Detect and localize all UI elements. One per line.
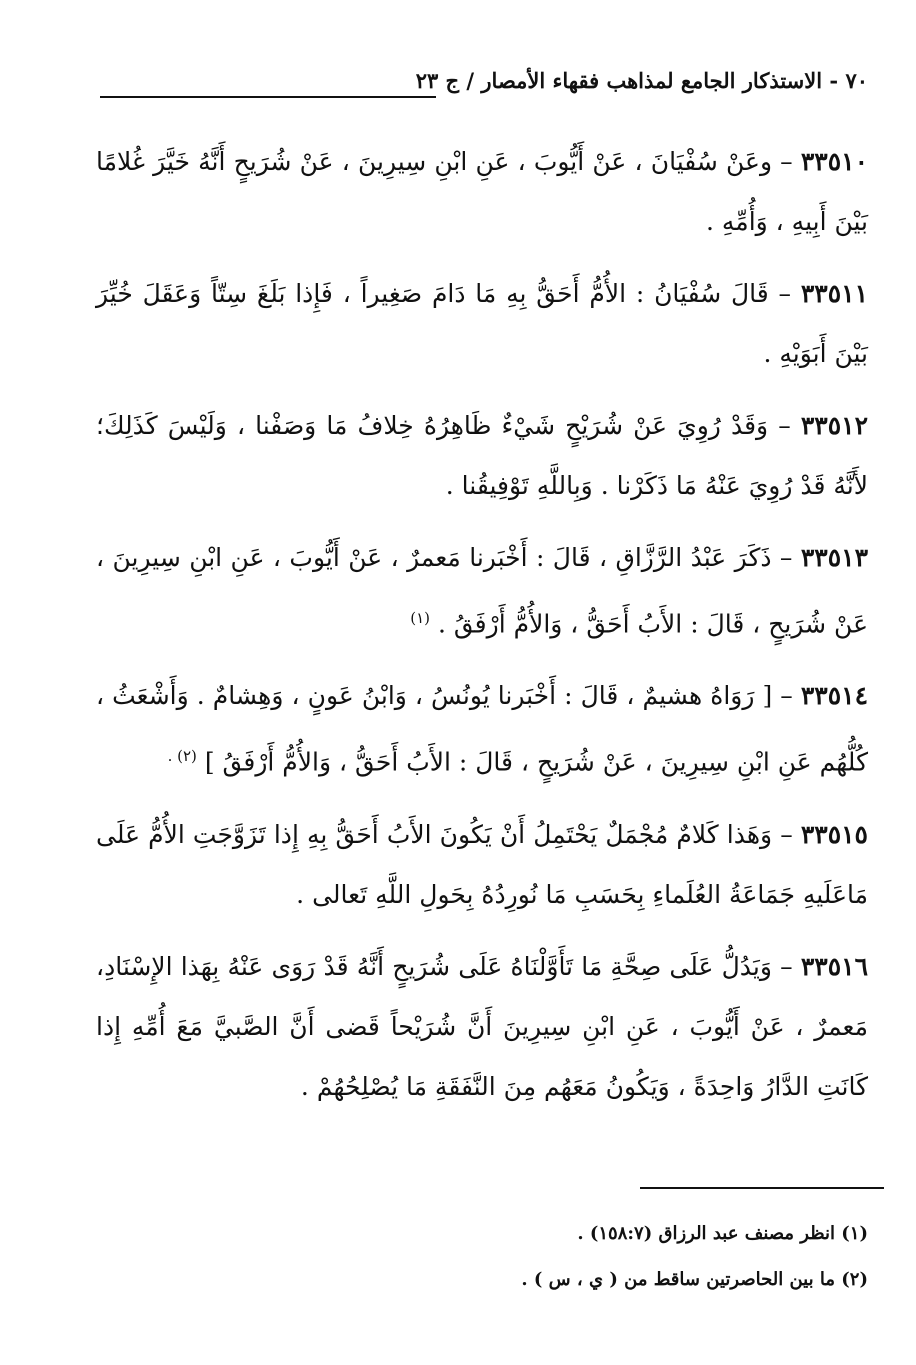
paragraph-number: ٣٣٥١١	[800, 279, 868, 308]
paragraph-number: ٣٣٥١٠	[800, 147, 868, 176]
paragraph-33511: ٣٣٥١١ – قَالَ سُفْيَانُ : الأُمُّ أَحَقُّ بِهِ مَا دَامَ صَغِيراً ، فَإِذا بَلَغَ سِتّاً وَعَقَلَ خُيِّرَ بَيْنَ أَبَوَيْهِ .	[96, 279, 868, 368]
footnote-2: (٢) ما بين الحاصرتين ساقط من ( ي ، س ) .	[521, 1269, 868, 1290]
paragraph-number: ٣٣٥١٤	[800, 681, 868, 711]
paragraph-text: ذَكَرَ عَبْدُ الرَّزَّاقِ ، قَالَ : أَخْبَرنا مَعمرٌ ، عَنْ أَيُّوبَ ، عَنِ ابْنِ سِيرِينَ ، عَنْ شُرَيحٍ ، قَالَ : الأَبُ أَحَقُّ ، وَالأُمُّ أَرْفَقُ .	[96, 543, 868, 639]
paragraph-text: وعَنْ سُفْيَانَ ، عَنْ أَيُّوبَ ، عَنِ ابْنِ سِيرِينَ ، عَنْ شُرَيحٍ أَنَّهُ خَيَّرَ غُلامًا بَيْنَ أَبِيهِ ، وَأُمِّهِ .	[96, 147, 868, 236]
paragraph-33510: ٣٣٥١٠ – وعَنْ سُفْيَانَ ، عَنْ أَيُّوبَ ، عَنِ ابْنِ سِيرِينَ ، عَنْ شُرَيحٍ أَنَّهُ خَيَّرَ غُلامًا بَيْنَ أَبِيهِ ، وَأُمِّهِ .	[96, 147, 868, 236]
paragraph-number: ٣٣٥١٢	[800, 411, 868, 440]
paragraph-33513: ٣٣٥١٣ – ذَكَرَ عَبْدُ الرَّزَّاقِ ، قَالَ : أَخْبَرنا مَعمرٌ ، عَنْ أَيُّوبَ ، عَنِ ابْنِ سِيرِينَ ، عَنْ شُرَيحٍ ، قَالَ : الأَبُ أَحَقُّ ، وَالأُمُّ أَرْفَقُ . $^{(١)}$	[96, 543, 868, 639]
paragraph-text: قَالَ سُفْيَانُ : الأُمُّ أَحَقُّ بِهِ مَا دَامَ صَغِيراً ، فَإِذا بَلَغَ سِتّاً وَعَقَلَ خُيِّرَ بَيْنَ أَبَوَيْهِ .	[96, 279, 868, 368]
main-text	[96, 132, 868, 1129]
footnote-marker[interactable]: (٢) .	[167, 747, 197, 766]
paragraph-number: ٣٣٥١٦	[800, 951, 868, 981]
paragraph-number: ٣٣٥١٣	[800, 543, 868, 572]
paragraph-33514: ٣٣٥١٤ – [ رَوَاهُ هشيمٌ ، قَالَ : أَخْبَرنا يُونُسُ ، وَابْنُ عَونٍ ، وَهِشامٌ . وَأَشْعَثُ ، كُلُّهُم عَنِ ابْنِ سِيرِينَ ، عَنْ شُرَيحٍ ، قَالَ : الأَبُ أَحَقُّ ، وَالأُمُّ أَرْفَقُ ] $^{(٢) .}$	[96, 681, 868, 777]
paragraph-text: وَهَذا كَلامٌ مُجْمَلٌ يَحْتَمِلُ أَنْ يَكُونَ الأَبُ أَحَقُّ بِهِ إِذا تَزَوَّجَتِ الأُمُّ عَلَى مَاعَلَيهِ جَمَاعَةُ العُلَماءِ بِحَسَبِ مَا نُورِدُهُ بِحَولِ اللَّهِ تَعالى .	[96, 819, 868, 909]
footnote-divider	[640, 1187, 884, 1189]
paragraph-number: ٣٣٥١٥	[800, 819, 868, 849]
paragraph-33512: ٣٣٥١٢ – وَقَدْ رُوِيَ عَنْ شُرَيْحٍ شَيْءٌ ظَاهِرُهُ خِلافُ مَا وَصَفْنا ، وَلَيْسَ كَذَلِكَ؛ لأَنَّهُ قَدْ رُوِيَ عَنْهُ مَا ذَكَرْنا . وَبِاللَّهِ تَوْفِيقُنا .	[96, 411, 868, 500]
paragraph-33516: ٣٣٥١٦ – وَيَدُلُّ عَلَى صِحَّةِ مَا تَأَوَّلْنَاهُ عَلَى شُرَيحٍ أَنَّهُ قَدْ رَوَى عَنْهُ بِهَذا الإِسْنَادِ، مَعمرٌ ، عَنْ أَيُّوبَ ، عَنِ ابْنِ سِيرِينَ أَنَّ شُرَيْحاً قَضى أَنَّ الصَّبيَّ مَعَ أُمِّهِ إِذا كَانَتِ الدَّارُ وَاحِدَةً ، وَيَكُونُ مَعَهُم مِنَ النَّفَقَةِ مَا يُصْلِحُهُمْ .	[96, 951, 868, 1101]
paragraph-text: وَيَدُلُّ عَلَى صِحَّةِ مَا تَأَوَّلْنَاهُ عَلَى شُرَيحٍ أَنَّهُ قَدْ رَوَى عَنْهُ بِهَذا الإِسْنَادِ، مَعمرٌ ، عَنْ أَيُّوبَ ، عَنِ ابْنِ سِيرِينَ أَنَّ شُرَيْحاً قَضى أَنَّ الصَّبيَّ مَعَ أُمِّهِ إِذا كَانَتِ الدَّارُ وَاحِدَةً ، وَيَكُونُ مَعَهُم مِنَ النَّفَقَةِ مَا يُصْلِحُهُمْ .	[96, 951, 868, 1101]
paragraph-text: وَقَدْ رُوِيَ عَنْ شُرَيْحٍ شَيْءٌ ظَاهِرُهُ خِلافُ مَا وَصَفْنا ، وَلَيْسَ كَذَلِكَ؛ لأَنَّهُ قَدْ رُوِيَ عَنْهُ مَا ذَكَرْنا . وَبِاللَّهِ تَوْفِيقُنا .	[96, 411, 868, 500]
header-divider	[100, 96, 436, 98]
footnote-1: (١) انظر مصنف عبد الرزاق (١٥٨:٧) .	[577, 1223, 868, 1244]
running-header: ٧٠ - الاستذكار الجامع لمذاهب فقهاء الأمصار / ج ٢٣	[415, 68, 868, 93]
footnotes	[108, 1222, 868, 1314]
footnote-marker[interactable]: (١)	[410, 609, 430, 627]
paragraph-33515: ٣٣٥١٥ – وَهَذا كَلامٌ مُجْمَلٌ يَحْتَمِلُ أَنْ يَكُونَ الأَبُ أَحَقُّ بِهِ إِذا تَزَوَّجَتِ الأُمُّ عَلَى مَاعَلَيهِ جَمَاعَةُ العُلَماءِ بِحَسَبِ مَا نُورِدُهُ بِحَولِ اللَّهِ تَعالى .	[96, 819, 868, 909]
paragraph-text: [ رَوَاهُ هشيمٌ ، قَالَ : أَخْبَرنا يُونُسُ ، وَابْنُ عَونٍ ، وَهِشامٌ . وَأَشْعَثُ ، كُلُّهُم عَنِ ابْنِ سِيرِينَ ، عَنْ شُرَيحٍ ، قَالَ : الأَبُ أَحَقُّ ، وَالأُمُّ أَرْفَقُ ]	[96, 681, 868, 777]
